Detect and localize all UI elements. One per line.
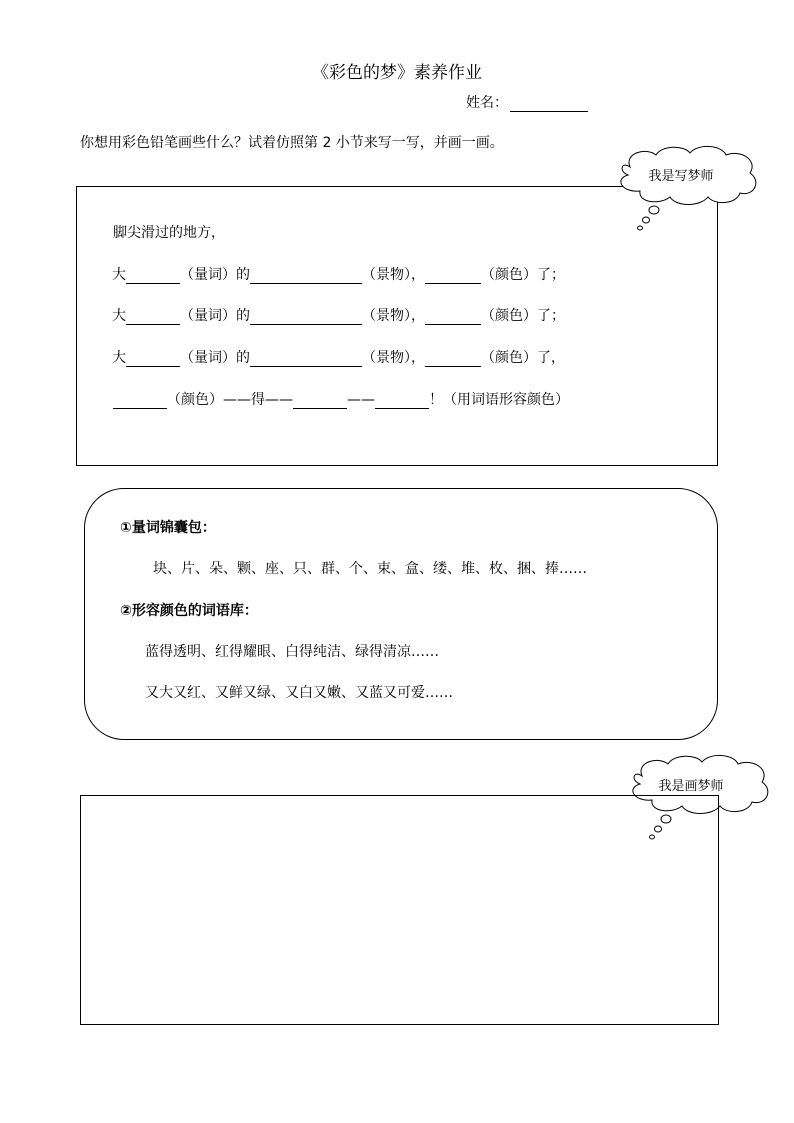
writing-line-2: [112, 264, 565, 284]
blank-word-2[interactable]: [375, 394, 429, 409]
line-end: 了；: [537, 267, 565, 283]
name-blank[interactable]: [510, 97, 588, 112]
writing-line-5: [113, 389, 569, 409]
exclaim-label: ！（用词语形容颜色）: [429, 392, 569, 408]
cloud-writer-text: 我是写梦师: [648, 169, 714, 184]
blank-color[interactable]: [113, 394, 167, 409]
writing-line-3: [112, 305, 565, 325]
name-field: [466, 92, 588, 112]
blank-measure[interactable]: [126, 269, 180, 284]
writing-line-4: [112, 347, 565, 367]
color-label: （颜色）: [481, 267, 537, 283]
blank-color[interactable]: [425, 310, 481, 325]
line-end: 了；: [537, 308, 565, 324]
measure-label: （量词）的: [180, 308, 250, 324]
scene-label: （景物），: [362, 308, 425, 324]
writing-line-1: 脚尖滑过的地方，: [113, 225, 225, 241]
color-de-label: （颜色）——得——: [167, 392, 293, 408]
thought-cloud-writer: [610, 143, 760, 235]
line-end: 了，: [537, 350, 565, 366]
wordbank-measures: 块、片、朵、颗、座、只、群、个、束、盒、缕、堆、枚、捆、捧……: [153, 561, 587, 577]
measure-label: （量词）的: [180, 350, 250, 366]
dash-label: ——: [347, 392, 375, 408]
instruction-text: 你想用彩色铅笔画些什么？试着仿照第 2 小节来写一写，并画一画。: [80, 135, 504, 151]
blank-color[interactable]: [425, 352, 481, 367]
wordbank-heading-2: ②形容颜色的词语库：: [120, 603, 258, 619]
scene-label: （景物），: [362, 350, 425, 366]
blank-color[interactable]: [425, 269, 481, 284]
cloud-painter-text: 我是画梦师: [658, 779, 724, 794]
blank-scene[interactable]: [250, 310, 362, 325]
blank-measure[interactable]: [126, 352, 180, 367]
wordbank-colors-2: 又大又红、又鲜又绿、又白又嫩、又蓝又可爱……: [145, 685, 453, 701]
color-label: （颜色）: [481, 308, 537, 324]
measure-label: （量词）的: [180, 267, 250, 283]
big-char: 大: [112, 350, 126, 366]
blank-measure[interactable]: [126, 310, 180, 325]
wordbank-heading-1: ①量词锦囊包：: [120, 520, 216, 536]
big-char: 大: [112, 308, 126, 324]
blank-scene[interactable]: [250, 352, 362, 367]
name-label: 姓名：: [466, 95, 508, 111]
scene-label: （景物），: [362, 267, 425, 283]
big-char: 大: [112, 267, 126, 283]
blank-word-1[interactable]: [293, 394, 347, 409]
wordbank-colors-1: 蓝得透明、红得耀眼、白得纯洁、绿得清凉……: [145, 644, 439, 660]
color-label: （颜色）: [481, 350, 537, 366]
blank-scene[interactable]: [250, 269, 362, 284]
page-title: 《彩色的梦》素养作业: [312, 63, 482, 83]
drawing-box[interactable]: [80, 795, 719, 1025]
